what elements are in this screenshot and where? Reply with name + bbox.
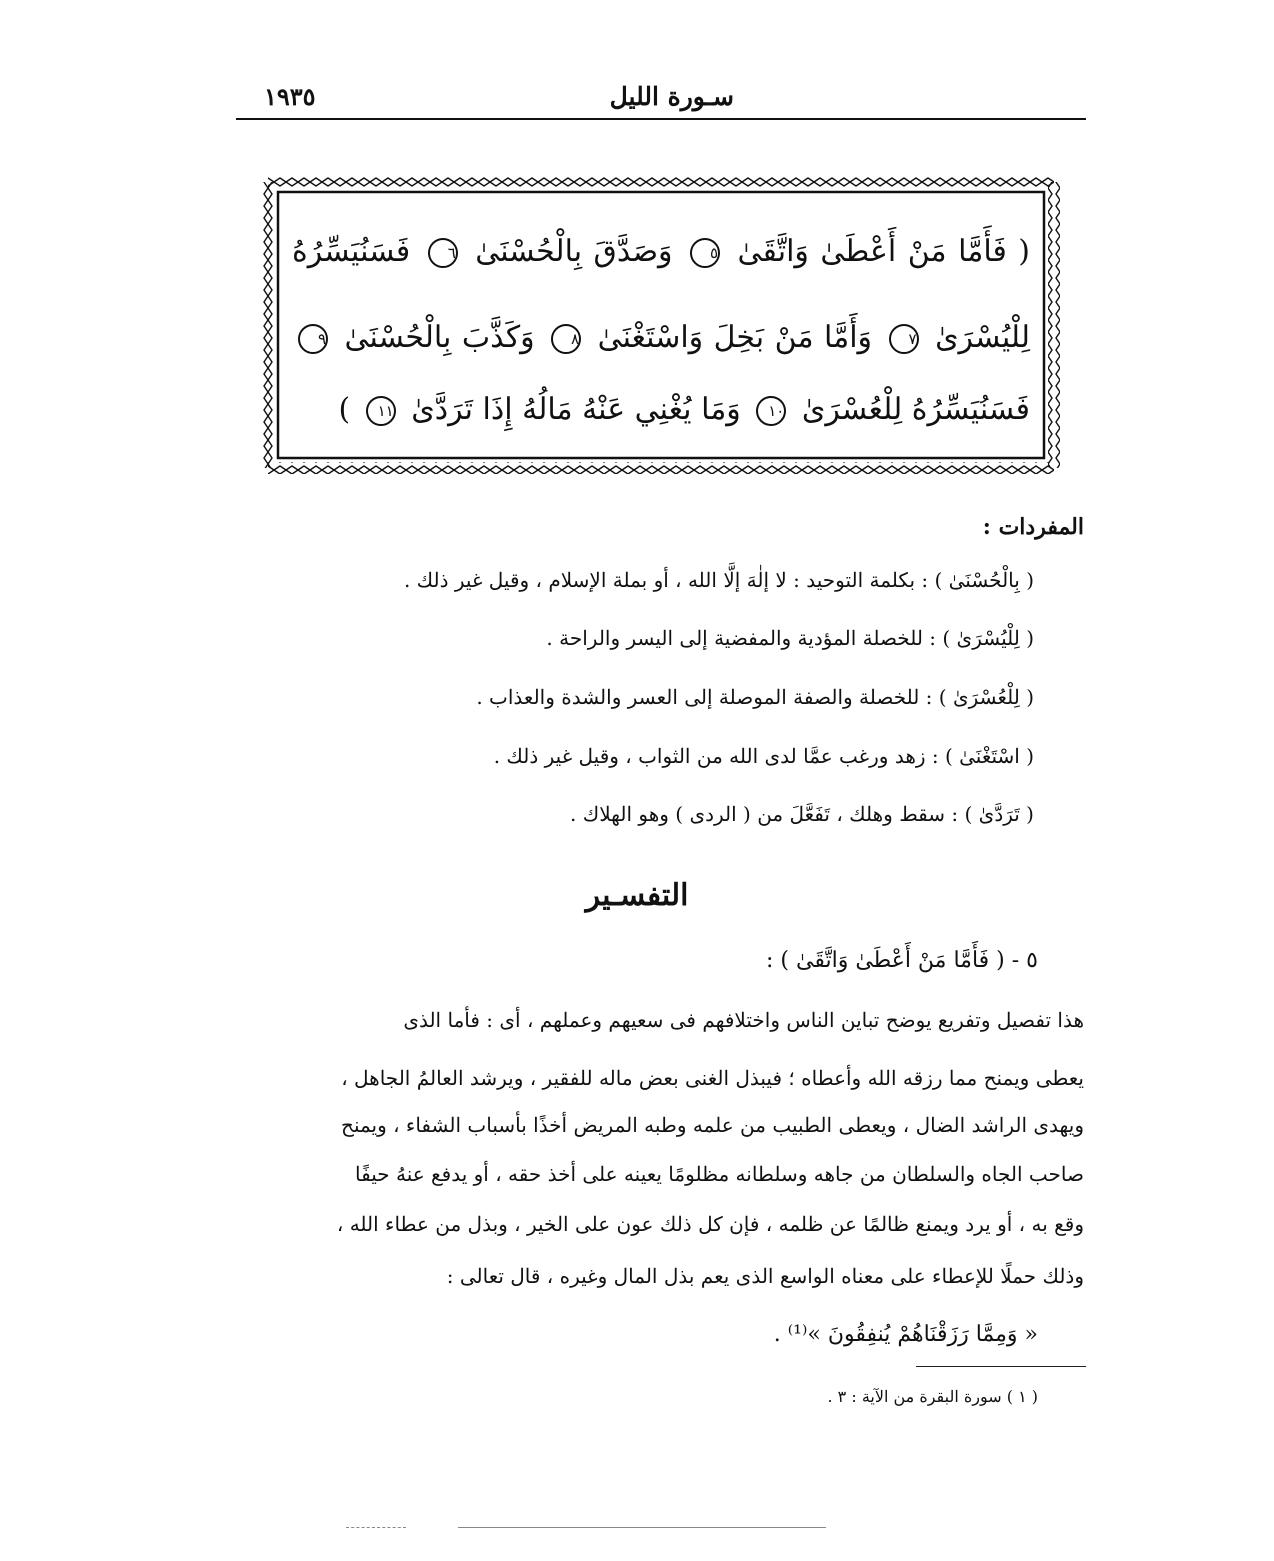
tafsir-heading: التفسـير xyxy=(585,878,689,913)
verse-line-1: ( فَأَمَّا مَنْ أَعْطَىٰ وَاتَّقَىٰ ٥ وَصَدَّقَ بِالْحُسْنَىٰ ٦ فَسَنُيَسِّرُهُ xyxy=(292,234,1031,269)
definition-4: ( اسْتَغْنَىٰ ) : زهد ورغب عمَّا لدى الله من الثواب ، وقيل غير ذلك . xyxy=(493,744,1034,768)
paragraph-line: وقع به ، أو يرد ويمنع ظالمًا عن ظلمه ، فإن كل ذلك عون على الخير ، وبذل من عطاء الله ، xyxy=(336,1212,1084,1236)
vocabulary-heading: المفردات : xyxy=(982,514,1084,540)
page-number: ١٩٣٥ xyxy=(264,82,316,111)
verse-number-9: ٩ xyxy=(298,324,328,354)
definition-3: ( لِلْعُسْرَىٰ ) : للخصلة والصفة الموصلة إلى العسر والشدة والعذاب . xyxy=(476,685,1034,709)
verse-number-11: ١١ xyxy=(366,396,396,426)
page-header xyxy=(236,78,1086,118)
paragraph-line: يعطى ويمنح مما رزقه الله وأعطاه ؛ فيبذل الغنى بعض ماله للفقير ، ويرشد العالمُ الجاهل ، xyxy=(341,1066,1084,1090)
verse-number-10: ١٠ xyxy=(756,396,786,426)
scan-mark xyxy=(458,1527,826,1528)
verse-number-6: ٦ xyxy=(428,238,458,268)
verse-line-3: فَسَنُيَسِّرُهُ لِلْعُسْرَىٰ ١٠ وَمَا يُغْنِي عَنْهُ مَالُهُ إِذَا تَرَدَّىٰ ١١ ) xyxy=(338,392,1030,427)
verse-number-7: ٧ xyxy=(889,324,919,354)
paragraph-line: ويهدى الراشد الضال ، ويعطى الطبيب من علمه وطبه المريض أخذًا بأسباب الشفاء ، ويمنح xyxy=(341,1113,1084,1137)
verse-heading: ٥ - ( فَأَمَّا مَنْ أَعْطَىٰ وَاتَّقَىٰ ) : xyxy=(766,948,1038,973)
paragraph-line: صاحب الجاه والسلطان من جاهه وسلطانه مظلومًا يعينه على أخذ حقه ، أو يدفع عنهُ حيفًا xyxy=(355,1162,1084,1186)
paragraph-line: هذا تفصيل وتفريع يوضح تباين الناس واختلافهم فى سعيهم وعملهم ، أى : فأما الذى xyxy=(403,1008,1084,1032)
footnote-rule xyxy=(916,1366,1086,1367)
definition-1: ( بِالْحُسْنَىٰ ) : بكلمة التوحيد : لا إلٰهَ إلَّا الله ، أو بملة الإسلام ، وقيل غير ذلك . xyxy=(403,568,1034,592)
header-rule xyxy=(236,118,1086,120)
scan-mark xyxy=(346,1527,406,1528)
quran-verse-frame xyxy=(262,176,1060,474)
verse-number-8: ٨ xyxy=(551,324,581,354)
quran-quote: « وَمِمَّا رَزَقْنَاهُمْ يُنفِقُونَ »⁽¹⁾ . xyxy=(773,1322,1038,1347)
paragraph-line: وذلك حملًا للإعطاء على معناه الواسع الذى يعم بذل المال وغيره ، قال تعالى : xyxy=(446,1264,1084,1288)
definition-5: ( تَرَدَّىٰ ) : سقط وهلك ، تَفَعَّلَ من ( الردى ) وهو الهلاك . xyxy=(570,802,1034,826)
verse-number-5: ٥ xyxy=(690,238,720,268)
verse-line-2: لِلْيُسْرَىٰ ٧ وَأَمَّا مَنْ بَخِلَ وَاسْتَغْنَىٰ ٨ وَكَذَّبَ بِالْحُسْنَىٰ ٩ xyxy=(292,318,1030,358)
footnote: ( ١ ) سورة البقرة من الآية : ٣ . xyxy=(827,1387,1038,1406)
surah-title: سـورة الليل xyxy=(609,82,734,111)
definition-2: ( لِلْيُسْرَىٰ ) : للخصلة المؤدية والمفضية إلى اليسر والراحة . xyxy=(546,626,1034,650)
